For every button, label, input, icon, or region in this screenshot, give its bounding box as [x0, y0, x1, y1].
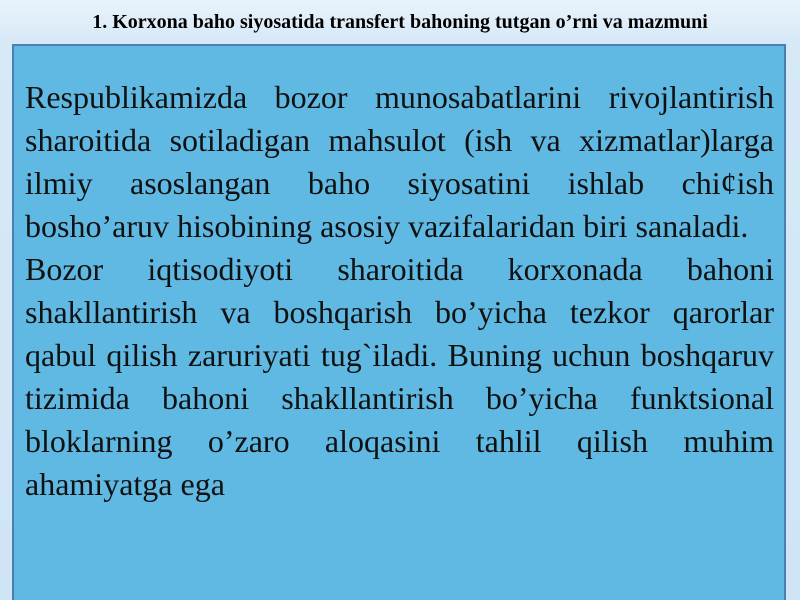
paragraph-1: Respublikamizda bozor munosabatlarini rivojlantirish sharoitida sotiladigan mahsulot (ish va xizmatlar)larga ilmiy asoslangan baho siyosatini ishlab chi¢ish bosho’aruv hisobining asosiy vazifalaridan biri sanaladi.	[25, 79, 774, 244]
paragraph-2: Bozor iqtisodiyoti sharoitida korxonada bahoni shakllantirish va boshqarish bo’yicha tezkor qarorlar qabul qilish zaruriyati tug`iladi. Buning uchun boshqaruv tizimida bahoni shakllantirish bo’yicha funktsional bloklarning o’zaro aloqasini tahlil qilish muhim ahamiyatga ega	[25, 251, 774, 502]
content-box	[12, 44, 786, 600]
slide-title: 1. Korxona baho siyosatida transfert bahoning tutgan o’rni va mazmuni	[92, 11, 708, 33]
